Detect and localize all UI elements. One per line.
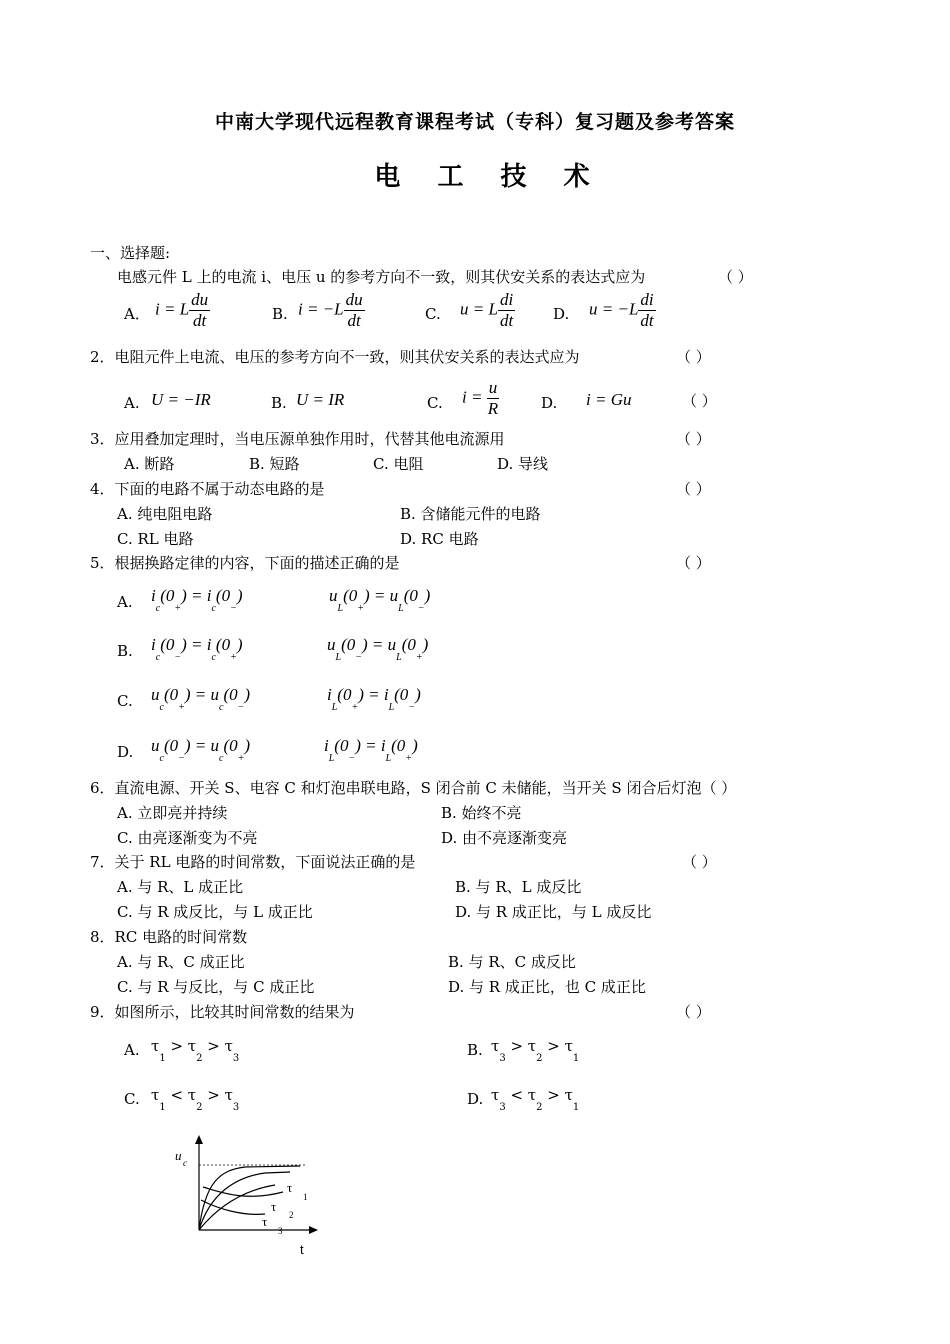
q5-option-a-formula-1: $i_c(0_+) = i_c(0_-)$	[151, 586, 243, 614]
q1-option-d-label: D.	[553, 305, 570, 323]
q3-option-c: C. 电阻	[373, 455, 424, 473]
q5-option-b-formula-2: $u_L(0_-) = u_L(0_+)$	[327, 635, 429, 663]
q6-option-c: C. 由亮逐渐变为不亮	[117, 829, 258, 847]
q4-option-d: D. RC 电路	[400, 530, 479, 548]
q7-option-d: D. 与 R 成正比，与 L 成反比	[455, 903, 652, 921]
q2-option-c-label: C.	[427, 394, 443, 412]
q9-option-d-formula: $\tau_3 < \tau_2 > \tau_1$	[491, 1086, 580, 1113]
q8-option-b: B. 与 R、C 成反比	[448, 953, 576, 971]
q9-option-c-formula: $\tau_1 < \tau_2 > \tau_3$	[151, 1086, 240, 1113]
q4-option-c: C. RL 电路	[117, 530, 194, 548]
q5-option-b-formula-1: $i_c(0_-) = i_c(0_+)$	[151, 635, 243, 663]
q5-option-d-formula-2: $i_L(0_-) = i_L(0_+)$	[324, 736, 418, 764]
q5-option-a-formula-2: $u_L(0_+) = u_L(0_-)$	[329, 586, 431, 614]
q2-option-b-formula: U = IR	[296, 390, 345, 409]
q1-option-b-formula: i = −L $\frac{du}{dt}$	[298, 290, 363, 330]
q6-option-d: D. 由不亮逐渐变亮	[441, 829, 568, 847]
q9-option-a-formula: $\tau_1 > \tau_2 > \tau_3$	[151, 1037, 240, 1064]
q8-option-a: A. 与 R、C 成正比	[117, 953, 245, 971]
q9-option-d-label: D.	[467, 1090, 484, 1108]
q4-answer-paren: （ ）	[676, 480, 711, 498]
y-axis-label-sub: c	[183, 1158, 187, 1168]
exam-title: 中南大学现代远程教育课程考试（专科）复习题及参考答案	[214, 111, 735, 133]
q4-option-a: A. 纯电阻电路	[117, 505, 213, 523]
q9-option-a-label: A.	[124, 1041, 140, 1059]
q5-answer-paren: （ ）	[676, 554, 711, 572]
q9-text: 9．如图所示，比较其时间常数的结果为	[90, 1003, 355, 1021]
q5-text: 5．根据换路定律的内容，下面的描述正确的是	[90, 554, 400, 572]
curve-label-tau3-sub: 3	[278, 1226, 283, 1236]
curve-tau-2	[199, 1172, 293, 1230]
q2-option-d-label: D.	[541, 394, 558, 412]
curve-label-tau2: τ	[271, 1199, 277, 1214]
curve-tau-1	[199, 1166, 300, 1230]
q2-option-c-formula: i = $\frac{u}{R}$	[462, 378, 499, 418]
curve-label-tau2-sub: 2	[289, 1210, 294, 1220]
q3-option-d: D. 导线	[497, 455, 549, 473]
q2-text: 2．电阻元件上电流、电压的参考方向不一致，则其伏安关系的表达式应为	[90, 348, 580, 366]
q2-answer-paren-2: （ ）	[682, 392, 717, 410]
x-axis-arrow	[309, 1226, 318, 1234]
q5-option-a-label: A.	[117, 593, 133, 611]
q1-option-a-formula: i = L $\frac{du}{dt}$	[155, 290, 209, 330]
q7-option-a: A. 与 R、L 成正比	[117, 878, 244, 896]
section-heading: 一、选择题:	[90, 244, 171, 262]
q8-option-d: D. 与 R 成正比，也 C 成正比	[448, 978, 646, 996]
q6-text: 6．直流电源、开关 S、电容 C 和灯泡串联电路，S 闭合前 C 未储能，当开关 S 闭合后灯泡（ ）	[90, 779, 737, 797]
q9-option-b-label: B.	[467, 1041, 483, 1059]
q3-text: 3．应用叠加定理时，当电压源单独作用时，代替其他电流源用	[90, 430, 505, 448]
q2-answer-paren: （ ）	[676, 348, 711, 366]
q5-option-c-label: C.	[117, 692, 133, 710]
q7-text: 7．关于 RL 电路的时间常数，下面说法正确的是	[90, 853, 416, 871]
q3-answer-paren: （ ）	[676, 430, 711, 448]
q3-option-b: B. 短路	[249, 455, 300, 473]
curve-label-tau3: τ	[262, 1214, 268, 1229]
q1-option-a-label: A．	[124, 305, 150, 323]
time-constant-figure	[165, 1132, 335, 1257]
q4-option-b: B. 含储能元件的电路	[400, 505, 541, 523]
q7-option-c: C. 与 R 成反比，与 L 成正比	[117, 903, 313, 921]
y-axis-label: u	[175, 1148, 182, 1163]
curve-link-2	[201, 1200, 265, 1214]
q2-option-b-label: B.	[271, 394, 287, 412]
q7-answer-paren: （ ）	[682, 853, 717, 871]
q6-option-a: A. 立即亮并持续	[117, 804, 228, 822]
q1-option-c-label: C.	[425, 305, 441, 323]
q1-answer-paren: （ ）	[718, 268, 753, 286]
q1-text: 电感元件 L 上的电流 i、电压 u 的参考方向不一致，则其伏安关系的表达式应为	[117, 268, 646, 286]
curve-label-tau1: τ	[287, 1180, 293, 1195]
q8-text: 8．RC 电路的时间常数	[90, 928, 248, 946]
q2-option-a-label: A.	[124, 394, 140, 412]
q1-option-c-formula: u = L $\frac{di}{dt}$	[460, 290, 514, 330]
q1-option-d-formula: u = −L $\frac{di}{dt}$	[589, 290, 654, 330]
q3-option-a: A. 断路	[124, 455, 175, 473]
q8-option-c: C. 与 R 与反比，与 C 成正比	[117, 978, 315, 996]
q7-option-b: B. 与 R、L 成反比	[455, 878, 582, 896]
q2-option-a-formula: U = −IR	[151, 390, 211, 409]
q5-option-b-label: B.	[117, 642, 133, 660]
q9-answer-paren: （ ）	[676, 1003, 711, 1021]
q6-option-b: B. 始终不亮	[441, 804, 522, 822]
q1-option-b-label: B.	[272, 305, 288, 323]
subject-title: 电 工 技 术	[374, 162, 604, 192]
q5-option-c-formula-1: $u_c(0_+) = u_c(0_-)$	[151, 685, 251, 713]
q2-option-d-formula: i = Gu	[586, 390, 632, 409]
q5-option-d-formula-1: $u_c(0_-) = u_c(0_+)$	[151, 736, 251, 764]
y-axis-arrow	[195, 1135, 203, 1144]
q9-option-c-label: C.	[124, 1090, 140, 1108]
q5-option-d-label: D.	[117, 743, 134, 761]
curve-label-tau1-sub: 1	[303, 1192, 308, 1202]
q5-option-c-formula-2: $i_L(0_+) = i_L(0_-)$	[327, 685, 421, 713]
q9-option-b-formula: $\tau_3 > \tau_2 > \tau_1$	[491, 1037, 580, 1064]
q4-text: 4．下面的电路不属于动态电路的是	[90, 480, 325, 498]
x-axis-label: t	[300, 1242, 304, 1257]
